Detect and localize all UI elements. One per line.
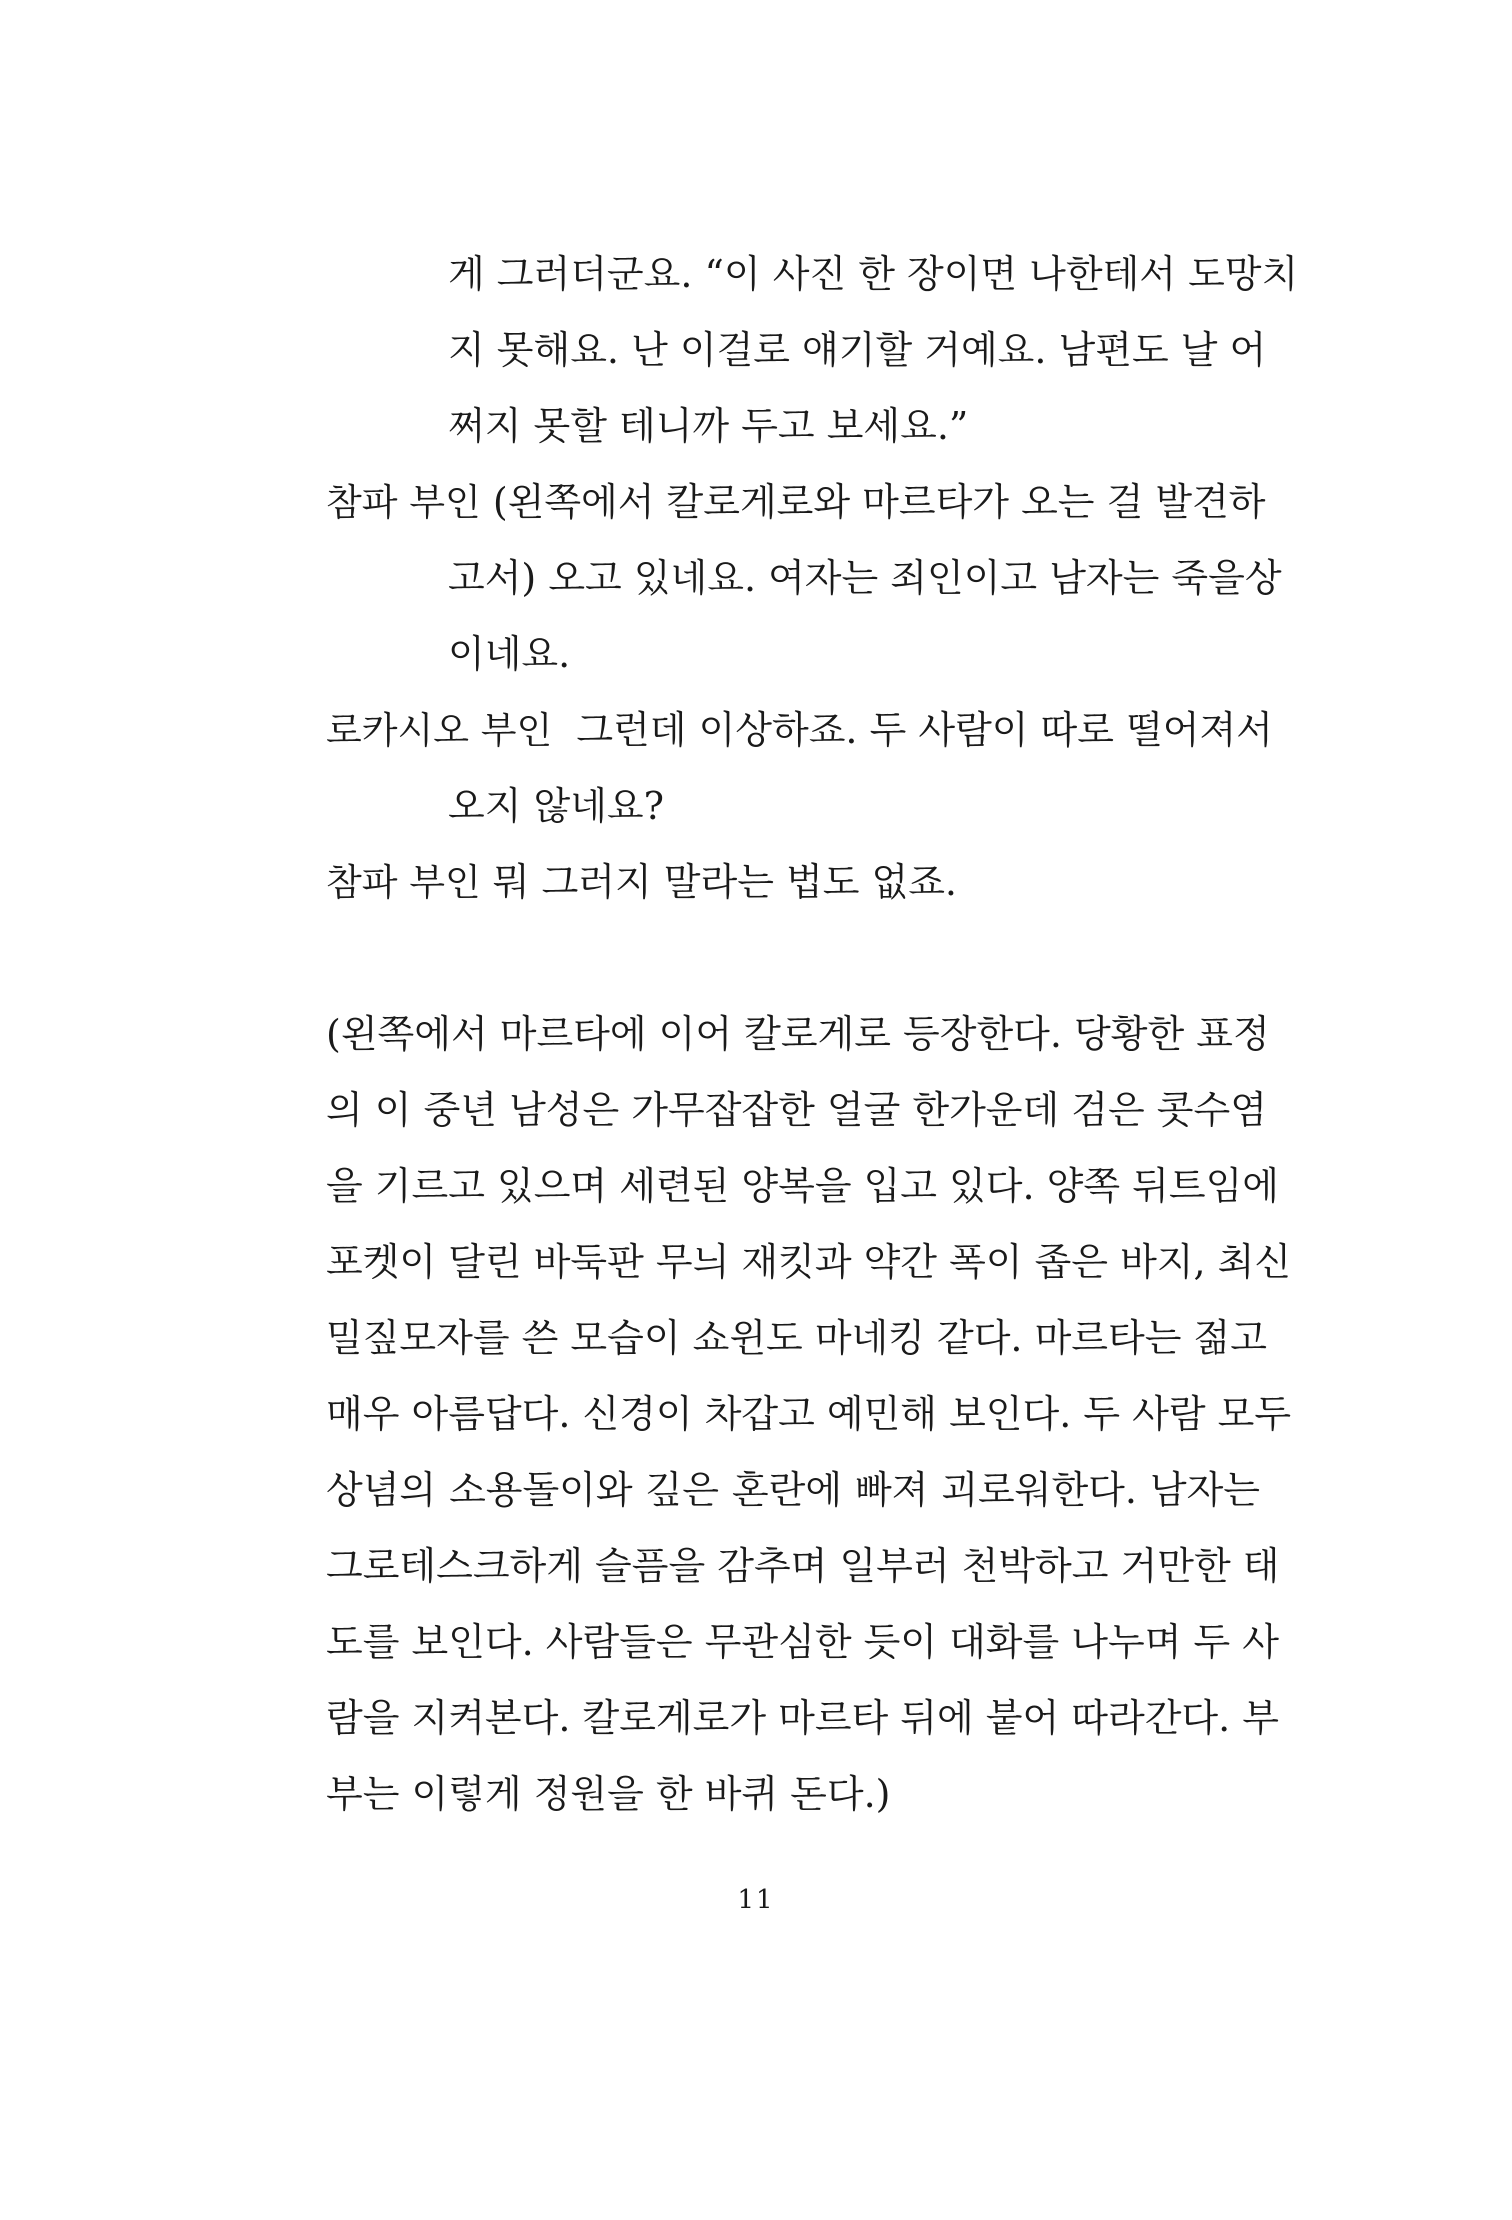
dialogue-entry [326,844,1260,920]
dialogue-line: 이네요. [448,632,571,676]
dialogue-line: 지 못해요. 난 이걸로 얘기할 거예요. 남편도 날 어 [448,328,1267,372]
dialogue-text: (왼쪽에서 칼로게로와 마르타가 오는 걸 발견하 [480,480,1266,524]
paragraph-gap [326,920,1260,996]
stage-direction-line: 상념의 소용돌이와 깊은 혼란에 빠져 괴로워한다. 남자는 [326,1468,1260,1512]
dialogue-text: 뭐 그러지 말라는 법도 없죠. [480,860,957,904]
stage-direction-line: 람을 지켜본다. 칼로게로가 마르타 뒤에 붙어 따라간다. 부 [326,1696,1279,1740]
stage-direction-line: 의 이 중년 남성은 가무잡잡한 얼굴 한가운데 검은 콧수염 [326,1088,1267,1132]
stage-direction-line: 을 기르고 있으며 세련된 양복을 입고 있다. 양쪽 뒤트임에 [326,1164,1279,1208]
stage-direction-line: 포켓이 달린 바둑판 무늬 재킷과 약간 폭이 좁은 바지, 최신 [326,1240,1292,1284]
speaker-name: 로카시오 부인 [326,709,553,752]
stage-direction [326,996,1292,1832]
stage-direction-line: 그로테스크하게 슬픔을 감추며 일부러 천박하고 거만한 태 [326,1544,1280,1588]
stage-direction-line: (왼쪽에서 마르타에 이어 칼로게로 등장한다. 당황한 표정 [326,1012,1270,1056]
dialogue-line: 쩌지 못할 테니까 두고 보세요.” [448,404,969,448]
stage-direction-line: 부는 이렇게 정원을 한 바퀴 돈다.) [326,1772,891,1816]
page-number: 11 [737,1885,775,1915]
speaker-name: 참파 부인 [326,861,481,904]
stage-direction-line: 밀짚모자를 쓴 모습이 쇼윈도 마네킹 같다. 마르타는 젊고 [326,1316,1267,1360]
page-body [326,236,1299,1832]
speaker-name: 참파 부인 [326,481,481,524]
dialogue-entry [326,692,1273,768]
stage-direction-line: 매우 아름답다. 신경이 차갑고 예민해 보인다. 두 사람 모두 [326,1392,1292,1436]
dialogue-line: 고서) 오고 있네요. 여자는 죄인이고 남자는 죽을상 [448,556,1282,600]
stage-direction-line: 도를 보인다. 사람들은 무관심한 듯이 대화를 나누며 두 사 [326,1620,1279,1664]
dialogue-entry [326,464,1266,540]
dialogue-line: 오지 않네요? [448,784,664,828]
dialogue-text: 그런데 이상하죠. 두 사람이 따로 떨어져서 [552,708,1273,752]
dialogue-line: 게 그러더군요. “이 사진 한 장이면 나한테서 도망치 [448,252,1299,296]
